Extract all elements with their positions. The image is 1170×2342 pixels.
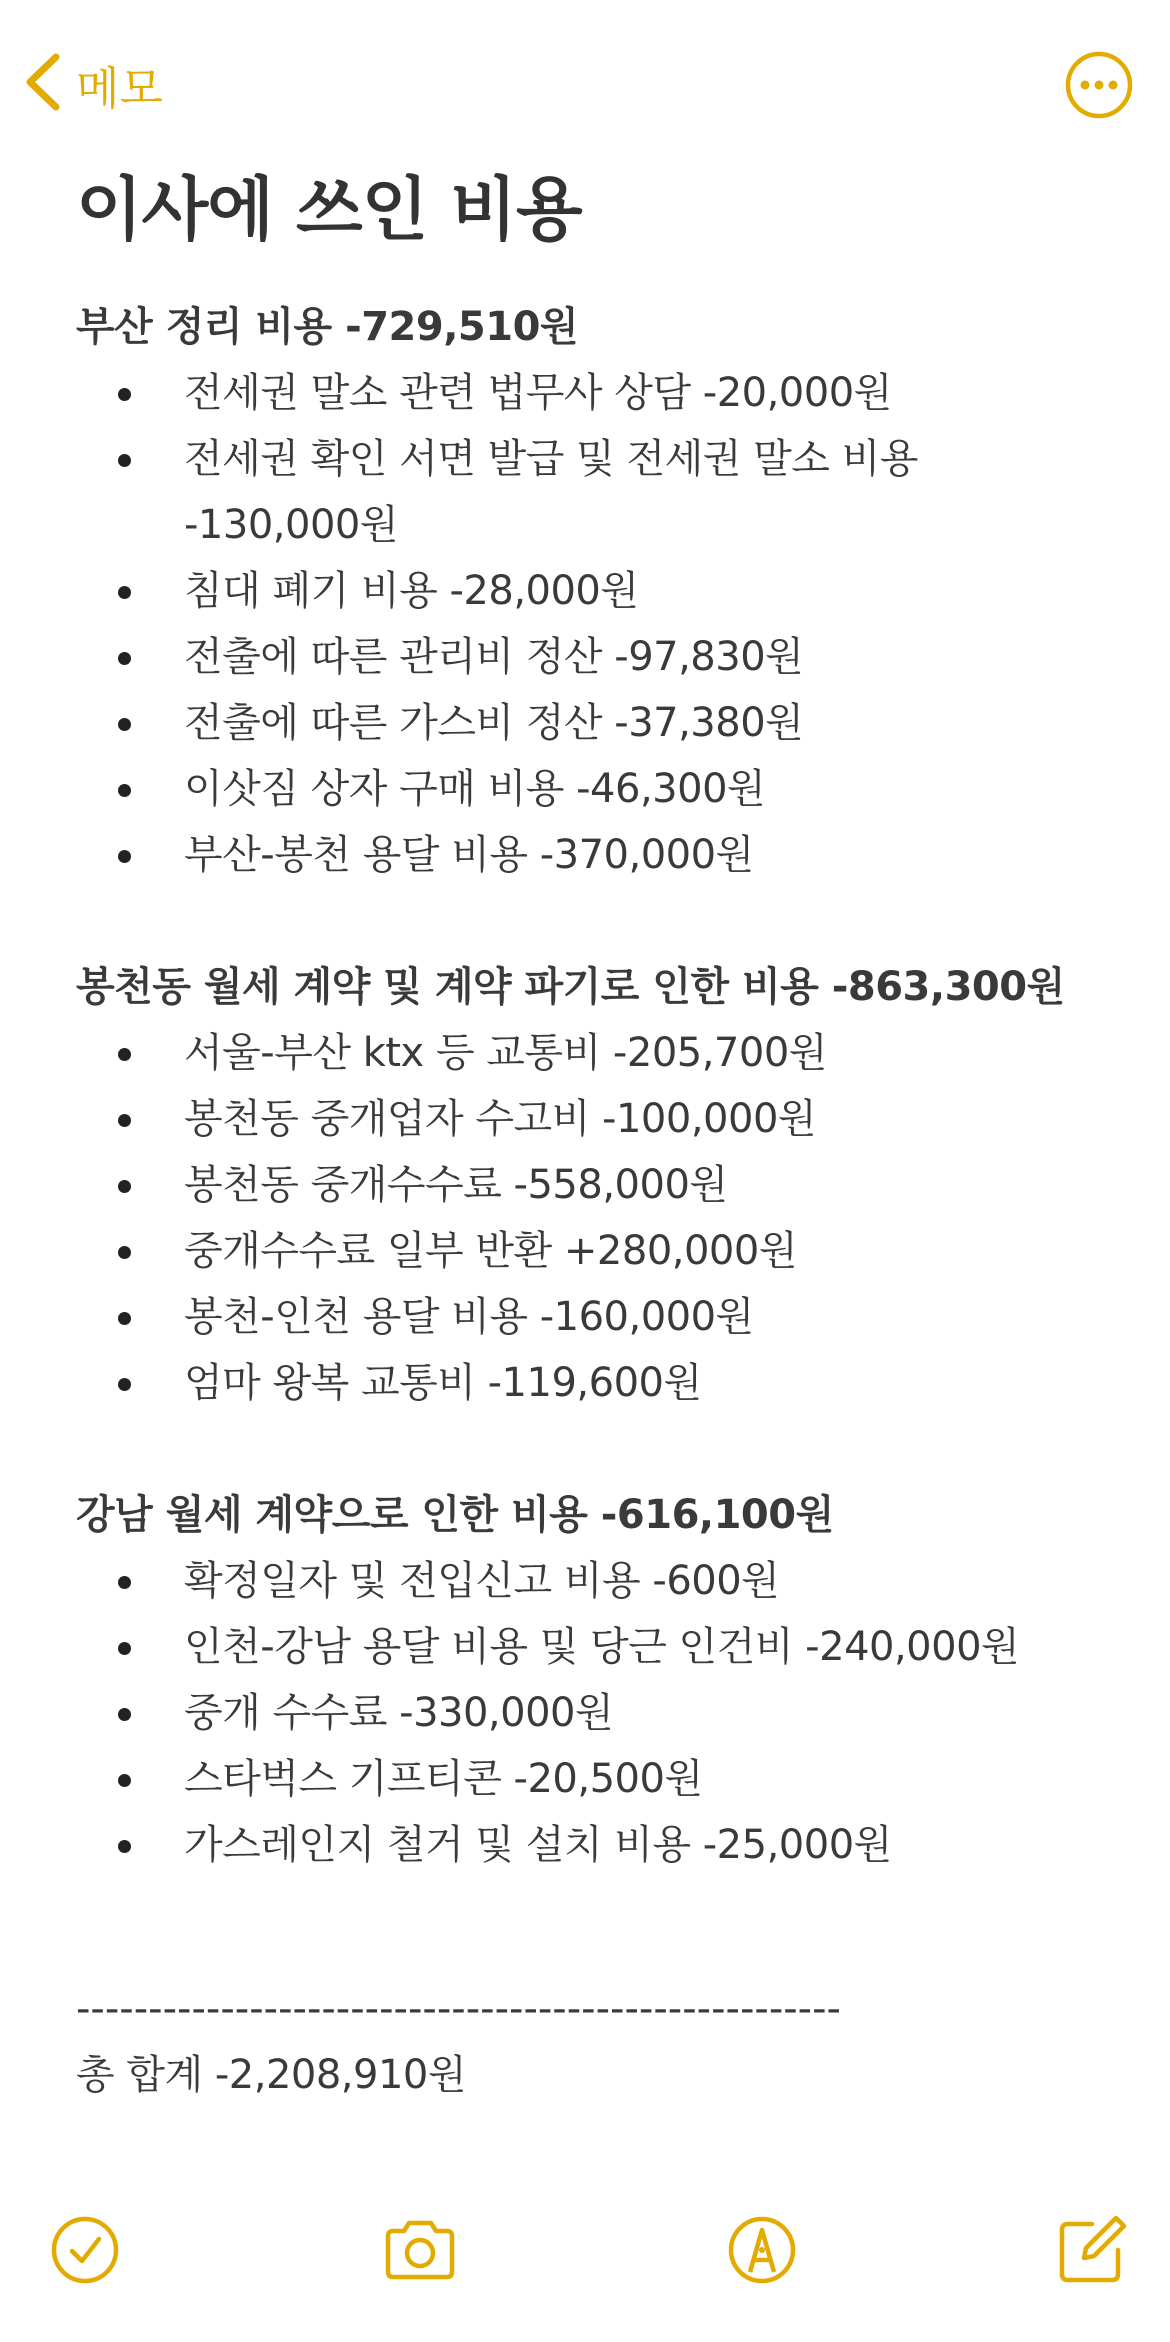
bullet (118, 454, 131, 467)
list-item: 스타벅스 기프티콘 -20,500원 (76, 1746, 1136, 1812)
bullet (118, 718, 131, 731)
pen-tip-circle-icon (722, 2275, 802, 2294)
markup-button[interactable] (722, 2210, 802, 2290)
list-item: 전출에 따른 관리비 정산 -97,830원 (76, 624, 1136, 690)
compose-button[interactable] (1052, 2210, 1132, 2290)
list-item: 봉천동 중개업자 수고비 -100,000원 (76, 1086, 1136, 1152)
more-button[interactable] (1064, 50, 1134, 120)
section-busan (76, 294, 1136, 888)
list-item: 봉천동 중개수수료 -558,000원 (76, 1152, 1136, 1218)
bullet (118, 1048, 131, 1061)
bullet (118, 586, 131, 599)
compose-icon (1052, 2275, 1132, 2294)
list-item: 엄마 왕복 교통비 -119,600원 (76, 1350, 1136, 1416)
checklist-button[interactable] (45, 2210, 125, 2290)
list-item: 전출에 따른 가스비 정산 -37,380원 (76, 690, 1136, 756)
bullet (118, 1180, 131, 1193)
note-body[interactable] (76, 160, 1136, 2108)
section-heading: 부산 정리 비용 -729,510원 (76, 304, 579, 350)
bottom-toolbar (0, 2200, 1170, 2300)
text-divider: ----------------------------------------------------- (76, 1986, 841, 2032)
list-item: 이삿짐 상자 구매 비용 -46,300원 (76, 756, 1136, 822)
list-item: 봉천-인천 용달 비용 -160,000원 (76, 1284, 1136, 1350)
section-bongcheon (76, 954, 1136, 1416)
note-title: 이사에 쓰인 비용 (76, 170, 582, 250)
bullet (118, 1576, 131, 1589)
bullet (118, 1840, 131, 1853)
bullet (118, 850, 131, 863)
camera-icon (380, 2275, 460, 2294)
bullet (118, 1312, 131, 1325)
list-item: 중개수수료 일부 반환 +280,000원 (76, 1218, 1136, 1284)
ellipsis-circle-icon (1064, 105, 1134, 124)
list-item: 가스레인지 철거 및 설치 비용 -25,000원 (76, 1812, 1136, 1878)
section-heading: 봉천동 월세 계약 및 계약 파기로 인한 비용 -863,300원 (76, 964, 1065, 1010)
chevron-left-icon (22, 51, 64, 117)
camera-button[interactable] (380, 2210, 460, 2290)
bullet (118, 1378, 131, 1391)
section-heading: 강남 월세 계약으로 인한 비용 -616,100원 (76, 1492, 834, 1538)
bullet (118, 1114, 131, 1127)
bullet (118, 652, 131, 665)
navigation-bar (0, 0, 1170, 160)
bullet (118, 388, 131, 401)
back-button[interactable] (22, 48, 163, 120)
list-item: 서울-부산 ktx 등 교통비 -205,700원 (76, 1020, 1136, 1086)
bullet (118, 784, 131, 797)
list-item: 전세권 말소 관련 법무사 상담 -20,000원 (76, 360, 1136, 426)
checkmark-circle-icon (45, 2275, 125, 2294)
section-gangnam (76, 1482, 1136, 1878)
list-item: 부산-봉천 용달 비용 -370,000원 (76, 822, 1136, 888)
back-label: 메모 (76, 61, 163, 115)
bullet (118, 1774, 131, 1787)
list-item: 인천-강남 용달 비용 및 당근 인건비 -240,000원 (76, 1614, 1136, 1680)
list-item: 중개 수수료 -330,000원 (76, 1680, 1136, 1746)
bullet (118, 1246, 131, 1259)
list-item: 전세권 확인 서면 발급 및 전세권 말소 비용 -130,000원 (76, 426, 1136, 558)
bullet (118, 1708, 131, 1721)
bullet (118, 1642, 131, 1655)
list-item: 침대 폐기 비용 -28,000원 (76, 558, 1136, 624)
list-item: 확정일자 및 전입신고 비용 -600원 (76, 1548, 1136, 1614)
total-line: 총 합계 -2,208,910원 (76, 2052, 466, 2098)
